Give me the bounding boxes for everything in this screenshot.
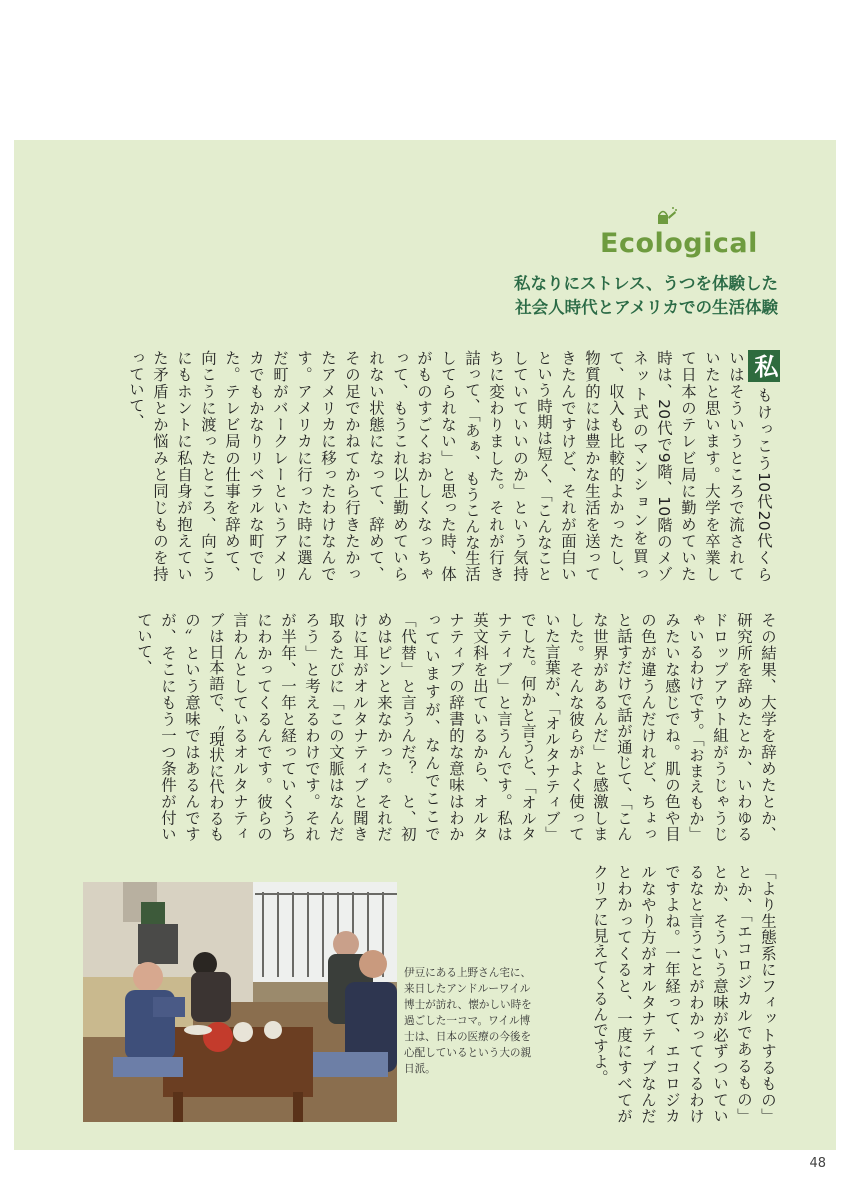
article-text-3: 「より生態系にフィットするもの」とか、「エコロジカルであるもの」とか、そういう意味が必ずついているなと言うことがわかってくるわけですよね。一年経って、エコロジカルなやり方がオルタナティブなんだとわかってくると、一度にすべてがクリアに見えてくるんですよ。 bbox=[591, 864, 777, 1124]
article-text-2: その結果、大学を辞めたとか、研究所を辞めたとか、いわゆるドロップアウト組がうじゃうじゃいるわけです。「おまえもか」みたいな感じでね。肌の色や目の色が違うんだけれど、ちょっと話すだけで話が通じて、「こんな世界があるんだ」と感激しました。そんな彼らがよく使っていた言葉が、「オルタナティブ」でした。何かと言うと、「オルタナティブ」と言うんです。私は英文科を出ているから、オルタナティブの辞書的な意味はわかっていますが、なんでここで「代替」と言うんだ？ と、初めはピンと来なかった。それだけに耳がオルタナティブと聞き取るたびに「この文脈はなんだろう」と考えるわけです。それが半年、一年と経っていくうちにわかってくるんです。彼らの言わんとしているオルタナティブは日本語で、〝現状に代わるもの〟という意味ではあるんですが、そこにもう一つ条件が付いていて、 bbox=[135, 612, 777, 842]
background-ghost-text bbox=[40, 205, 420, 315]
photo-caption: 伊豆にある上野さん宅に、来日したアンドルーワイル博士が訪れ、懐かしい時を過ごした一コマ。ワイル博士は、日本の医療の今後を心配しているという大の親日派。 bbox=[404, 967, 532, 1075]
article-body-part-1 bbox=[78, 350, 780, 582]
watering-can-icon bbox=[652, 206, 678, 228]
drop-cap: 私 bbox=[748, 350, 780, 382]
article-photo bbox=[83, 882, 397, 1122]
section-title: Ecological bbox=[600, 228, 758, 259]
article-text-1: もけっこう10代20代くらいはそういうところで流されていたと思います。大学を卒業して日本のテレビ局に勤めていた時は、20代で9階、10階のメゾネット式のマンションを買って、収入も比較的よかったし、物質的には豊かな生活を送ってきたんですけど、それが面白いという時期は短く、「こんなことしていていいのか」という気持ちに変わりました。それが行き詰って、「あぁ、もうこんな生活してられない」と思った時、体がものすごくおかしくなっちゃって、もうこれ以上勤めていられない状態になって、辞めて、その足でかねてから行きたかったアメリカに移ったわけなんです。アメリカに行った時に選んだ町がバークレーというアメリカでもかなりリベラルな町でした。テレビ局の仕事を辞めて、向こうに渡ったところ、向こうにもホントに私自身が抱えていた矛盾とか悩みと同じものを持っていて、 bbox=[127, 350, 773, 582]
article-body-part-3 bbox=[540, 864, 780, 1124]
subtitle-line-2: 社会人時代とアメリカでの生活体験 bbox=[515, 298, 778, 317]
article-subtitle bbox=[418, 272, 778, 320]
article-body-part-2 bbox=[78, 612, 780, 842]
subtitle-line-1: 私なりにストレス、うつを体験した bbox=[514, 274, 778, 293]
page-number: 48 bbox=[809, 1156, 826, 1171]
